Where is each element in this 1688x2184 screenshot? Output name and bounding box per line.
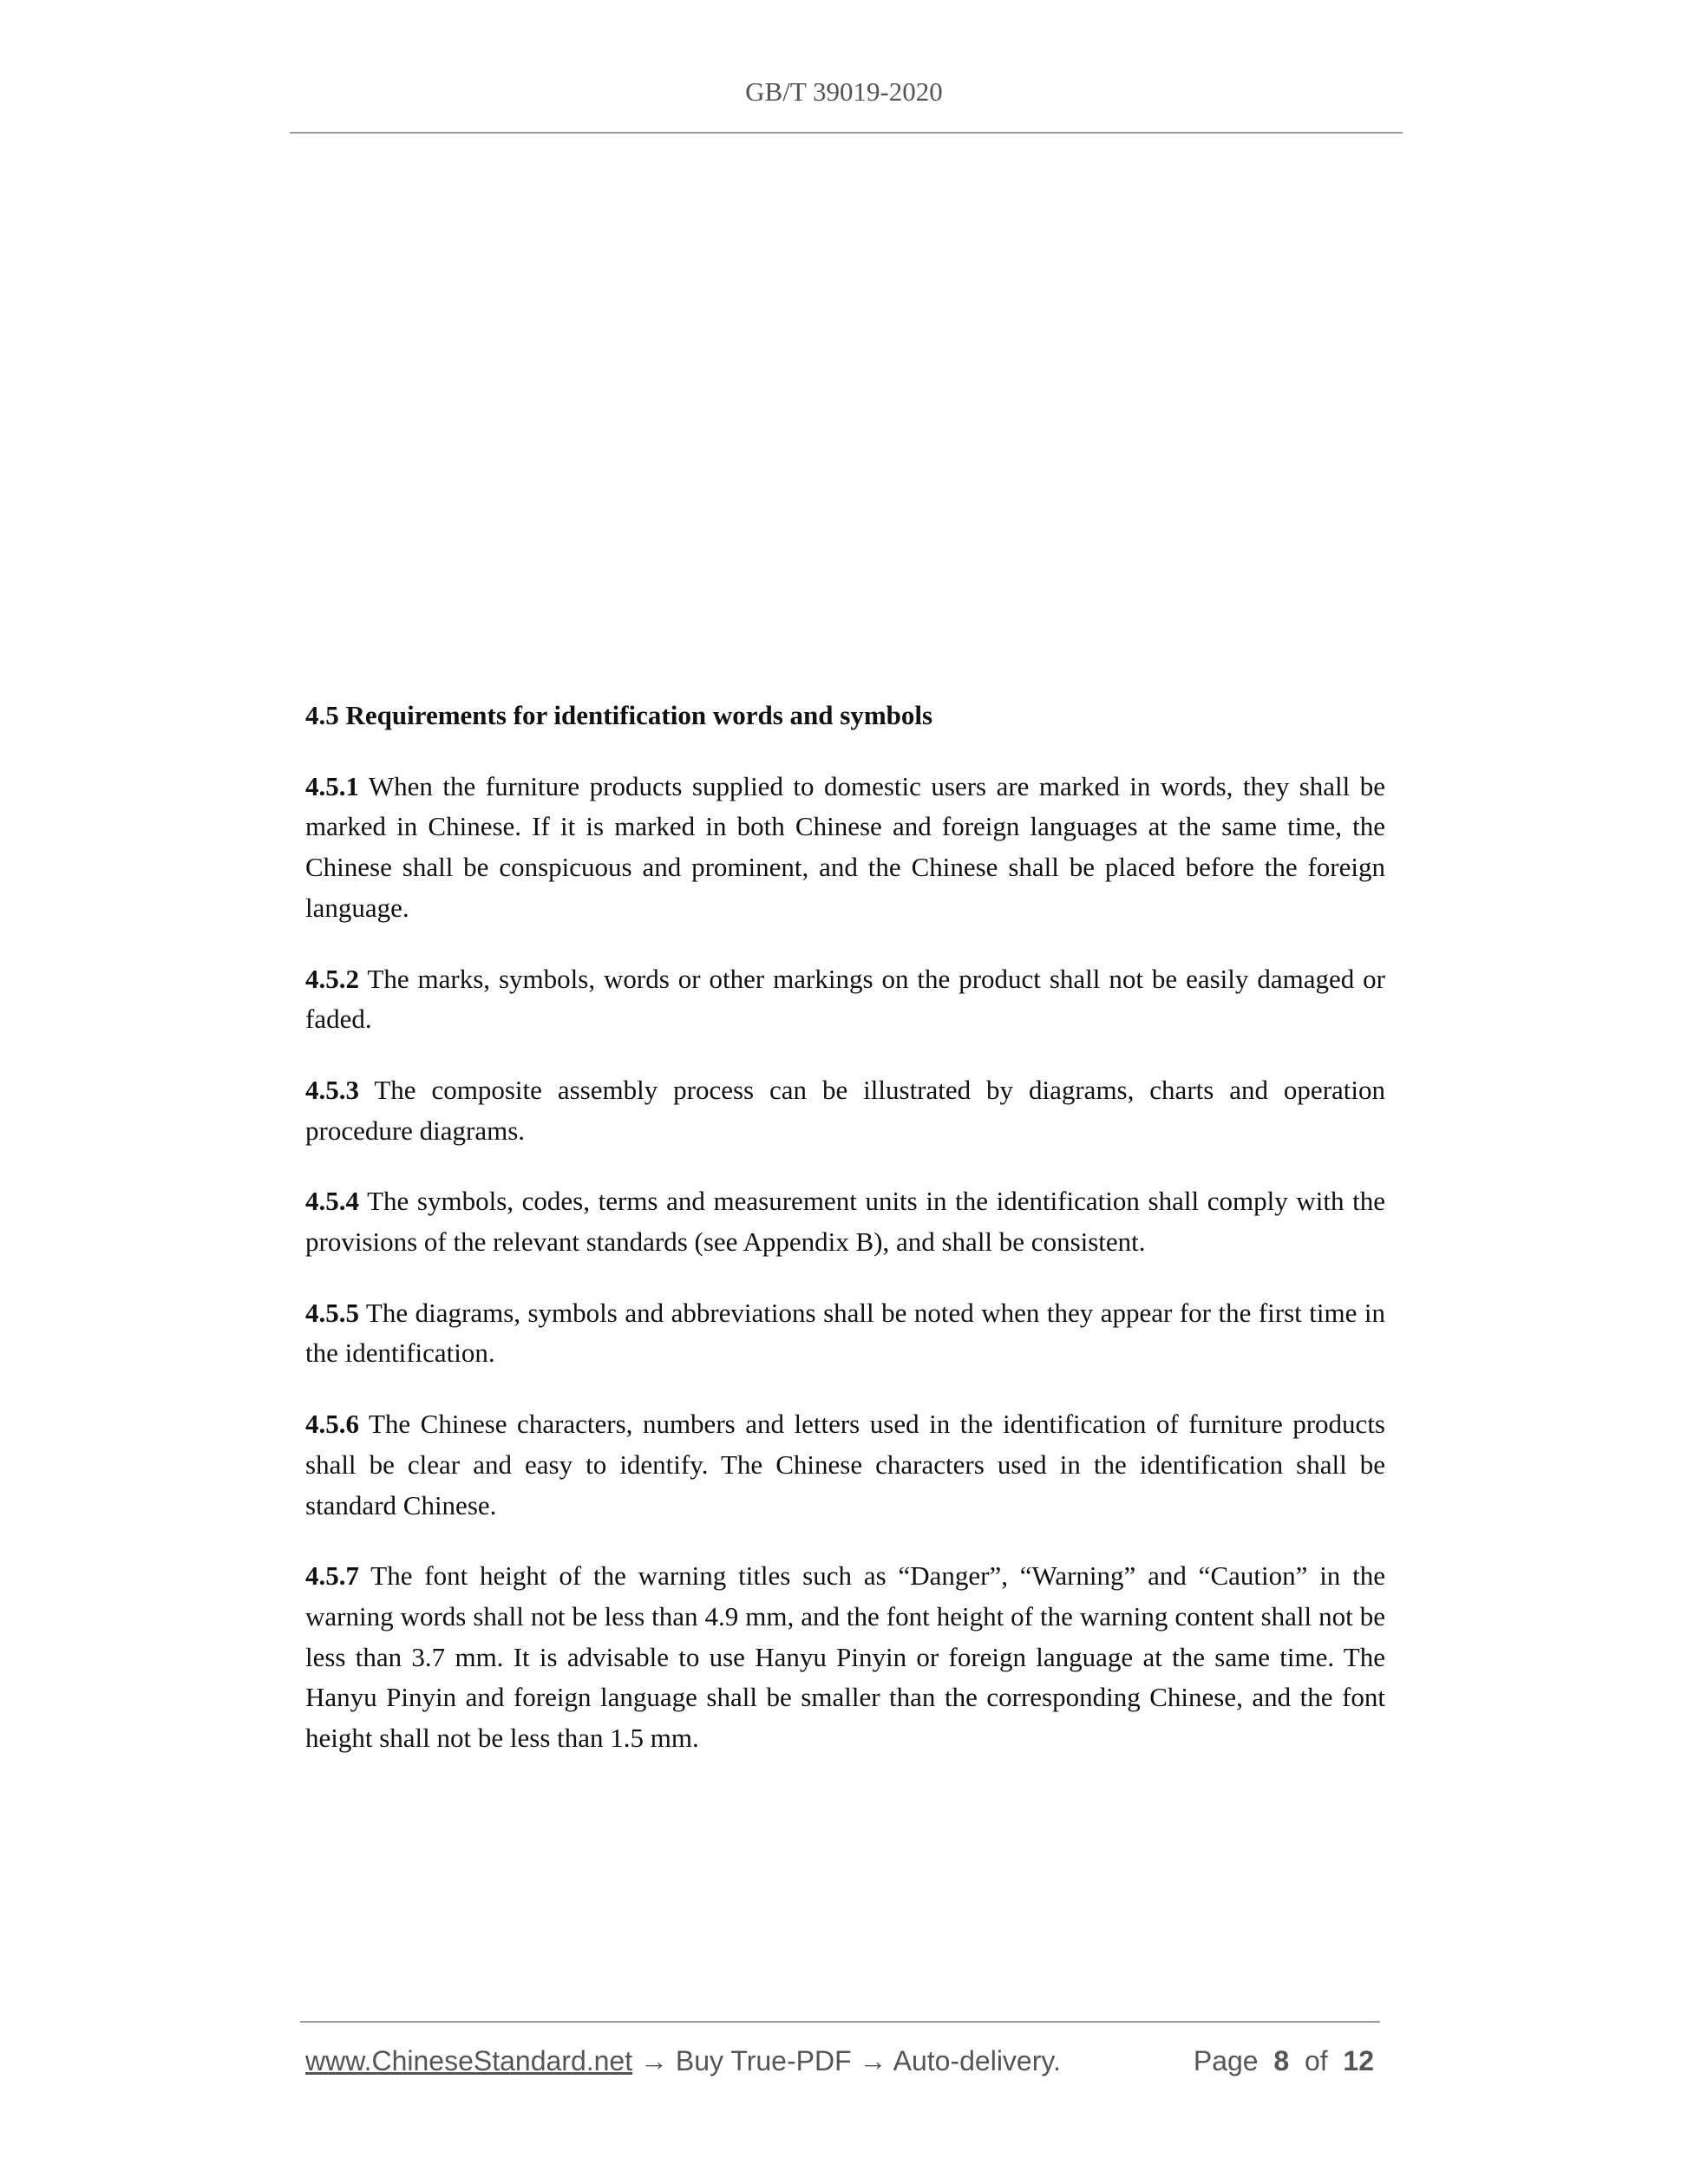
- promo-text: → Buy True-PDF → Auto-delivery.: [632, 2045, 1061, 2076]
- clause-number: 4.5.6: [305, 1409, 359, 1440]
- clause-4-5-5: [305, 1293, 1385, 1374]
- clause-text: The font height of the warning titles such as “Danger”, “Warning” and “Caution” in the warning words shall not be less than 4.9 mm, and the font height of the warning content shall not be less than 3.7 mm. It is advisable to use Hanyu Pinyin or foreign language at the same time. The Hanyu Pinyin and foreign language shall be smaller than the corresponding Chinese, and the font height shall not be less than 1.5 mm.: [305, 1560, 1385, 1754]
- clause-number: 4.5.4: [305, 1186, 359, 1217]
- clause-number: 4.5.5: [305, 1297, 359, 1328]
- clause-number: 4.5.2: [305, 963, 359, 994]
- of-label: of: [1304, 2045, 1328, 2076]
- page-indicator: [1194, 2045, 1374, 2077]
- page-label: Page: [1193, 2045, 1259, 2076]
- footer-divider: [300, 2021, 1380, 2023]
- section-heading: 4.5 Requirements for identification words and symbols: [305, 700, 933, 730]
- clause-text: The Chinese characters, numbers and letters used in the identification of furniture products shall be clear and easy to identify. The Chinese characters used in the identification shall be standard Chinese.: [305, 1409, 1385, 1520]
- header-divider: [290, 132, 1403, 134]
- clause-4-5-6: [305, 1404, 1385, 1526]
- page-total: 12: [1343, 2045, 1374, 2076]
- clause-4-5-7: [305, 1556, 1385, 1759]
- clause-number: 4.5.3: [305, 1074, 359, 1105]
- page-number: 8: [1273, 2045, 1290, 2076]
- clause-4-5-2: [305, 959, 1385, 1040]
- clause-text: The composite assembly process can be illustrated by diagrams, charts and operation procedure diagrams.: [305, 1074, 1385, 1146]
- clause-text: The marks, symbols, words or other markings on the product shall not be easily damaged or faded.: [305, 963, 1385, 1035]
- clause-number: 4.5.7: [305, 1560, 359, 1592]
- document-id-header: GB/T 39019-2020: [745, 76, 943, 107]
- page-footer: [305, 2045, 1374, 2077]
- clause-text: When the furniture products supplied to domestic users are marked in words, they shall be marked in Chinese. If it is marked in both Chinese and foreign languages at the same time, the Chinese shall be conspicuous and prominent, and the Chinese shall be placed before the foreign language.: [305, 770, 1385, 923]
- clause-4-5-4: [305, 1181, 1385, 1262]
- clause-number: 4.5.1: [305, 770, 359, 801]
- clause-4-5-1: [305, 767, 1385, 929]
- section-body: [305, 696, 1385, 1789]
- footer-promo: [305, 2045, 1061, 2077]
- clause-text: The symbols, codes, terms and measurement units in the identification shall comply with the provisions of the relevant standards (see Appendix B), and shall be consistent.: [305, 1186, 1385, 1258]
- clause-4-5-3: [305, 1070, 1385, 1151]
- website-link[interactable]: www.ChineseStandard.net: [305, 2045, 633, 2076]
- clause-text: The diagrams, symbols and abbreviations shall be noted when they appear for the first time in the identification.: [305, 1297, 1385, 1369]
